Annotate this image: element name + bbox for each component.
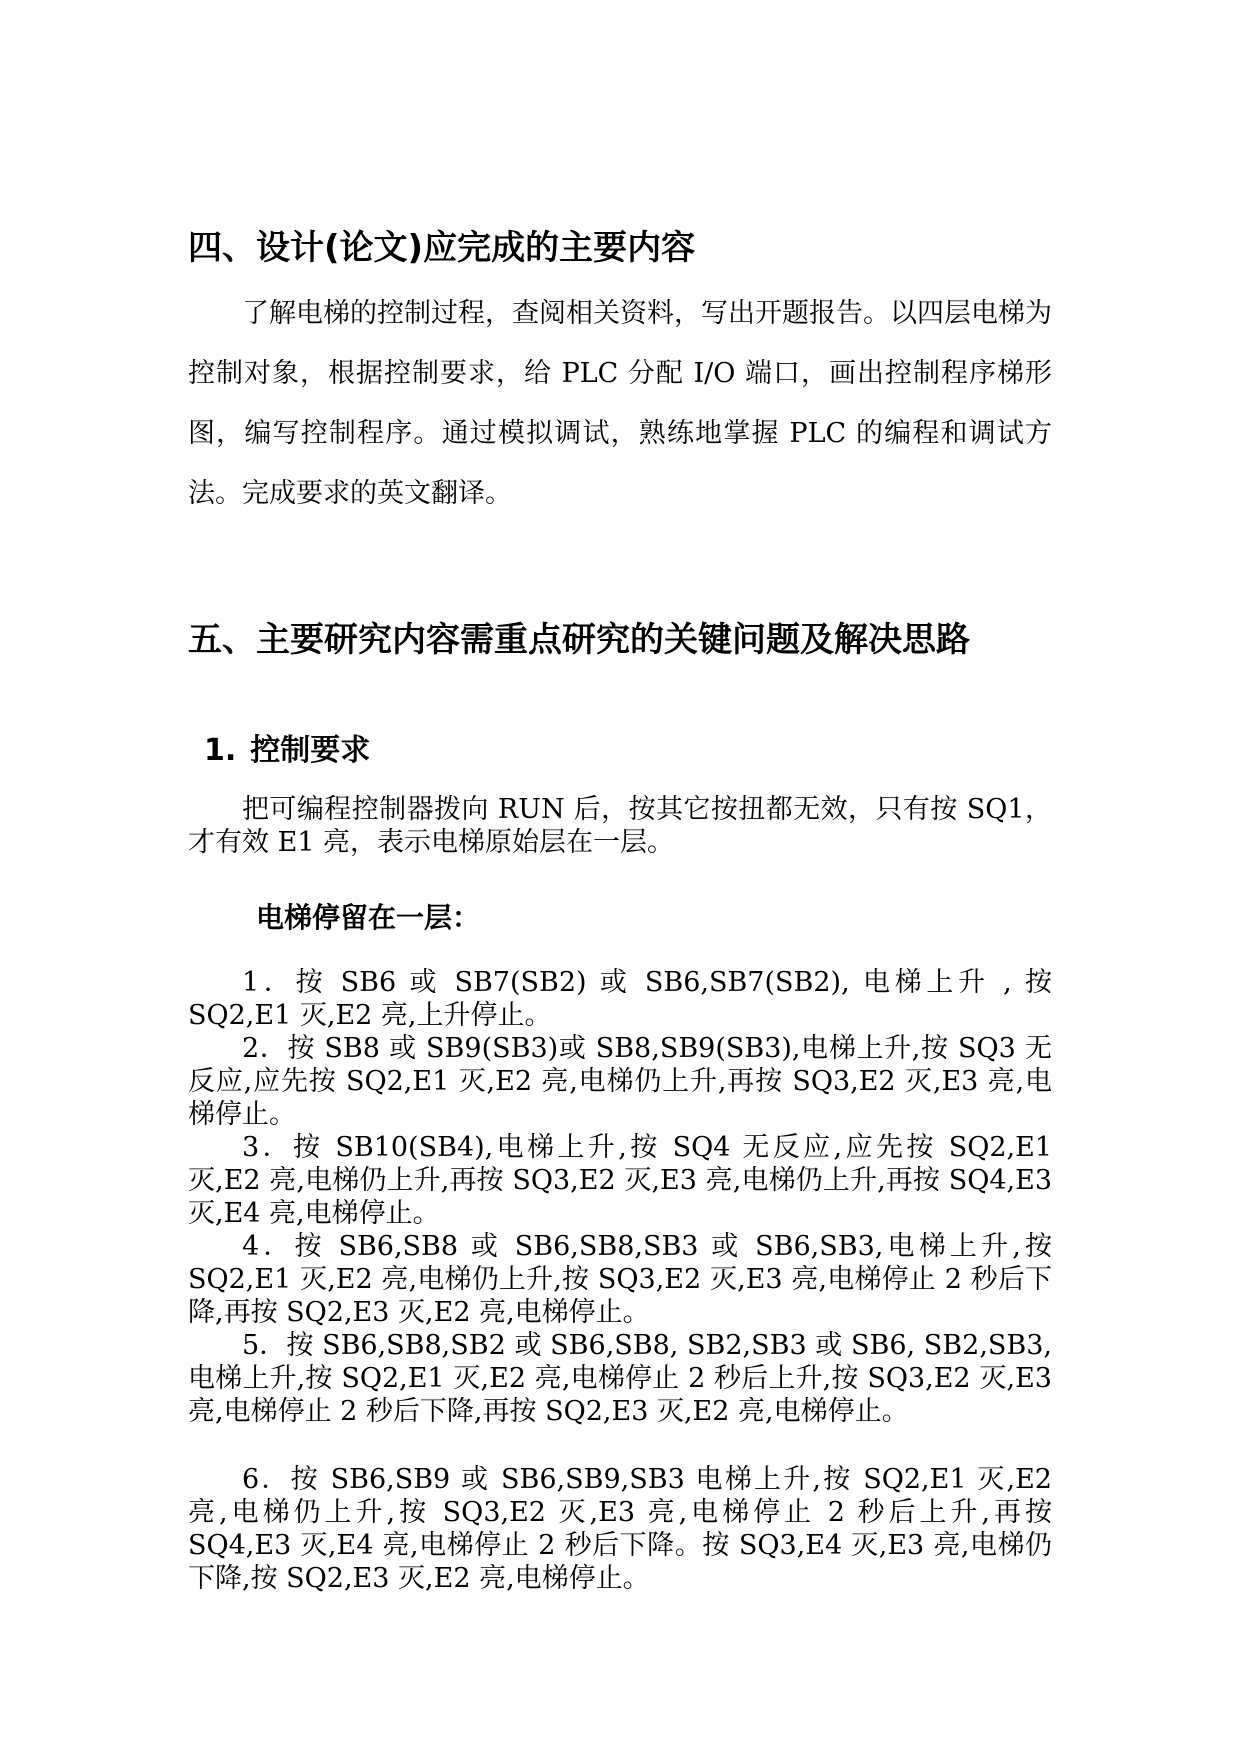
list-item-3: 3．按 SB10(SB4),电梯上升,按 SQ4 无反应,应先按 SQ2,E1 灭,E2 亮,电梯仍上升,再按 SQ3,E2 灭,E3 亮,电梯仍上升,再按 SQ4,E3 灭,E4 亮,电梯停止。 — [188, 1132, 1052, 1229]
control-requirement-intro: 把可编程控制器拨向 RUN 后，按其它按扭都无效，只有按 SQ1，才有效 E1 亮，表示电梯原始层在一层。 — [188, 794, 1052, 858]
list-item-2: 2．按 SB8 或 SB9(SB3)或 SB8,SB9(SB3),电梯上升,按 SQ3 无反应,应先按 SQ2,E1 灭,E2 亮,电梯仍上升,再按 SQ3,E2 灭,E3 亮,电梯停止。 — [188, 1033, 1052, 1130]
list-item-6: 6．按 SB6,SB9 或 SB6,SB9,SB3 电梯上升,按 SQ2,E1 灭,E2 亮,电梯仍上升,按 SQ3,E2 灭,E3 亮,电梯停止 2 秒后上升,再按 SQ4,E3 灭,E4 亮,电梯停止 2 秒后下降。按 SQ3,E4 灭,E3 亮,电梯仍下降,按 SQ2,E3 灭,E2 亮,电梯停止。 — [188, 1464, 1052, 1594]
list-item-4: 4．按 SB6,SB8 或 SB6,SB8,SB3 或 SB6,SB3,电梯上升,按 SQ2,E1 灭,E2 亮,电梯仍上升,按 SQ3,E2 灭,E3 亮,电梯停止 2 秒后下降,再按 SQ2,E3 灭,E2 亮,电梯停止。 — [188, 1231, 1052, 1328]
section-4-heading: 四、设计(论文)应完成的主要内容 — [188, 228, 696, 268]
list-item-5: 5．按 SB6,SB8,SB2 或 SB6,SB8, SB2,SB3 或 SB6, SB2,SB3,电梯上升,按 SQ2,E1 灭,E2 亮,电梯停止 2 秒后上升,按 SQ3,E2 灭,E3 亮,电梯停止 2 秒后下降,再按 SQ2,E3 灭,E2 亮,电梯停止。 — [188, 1330, 1052, 1427]
subsection-1-number: 1. — [204, 733, 237, 768]
list-item-1: 1．按 SB6 或 SB7(SB2) 或 SB6,SB7(SB2), 电梯上升 , 按 SQ2,E1 灭,E2 亮,上升停止。 — [188, 967, 1052, 1031]
floor-one-case-title: 电梯停留在一层： — [256, 901, 481, 934]
section-5-heading: 五、主要研究内容需重点研究的关键问题及解决思路 — [188, 620, 970, 660]
subsection-1-heading — [204, 731, 370, 771]
subsection-1-title: 控制要求 — [250, 733, 371, 768]
section-4-paragraph: 了解电梯的控制过程，查阅相关资料，写出开题报告。以四层电梯为控制对象，根据控制要求，给 PLC 分配 I/O 端口，画出控制程序梯形图，编写控制程序。通过模拟调试，熟练地掌握 PLC 的编程和调试方法。完成要求的英文翻译。 — [188, 298, 1052, 509]
